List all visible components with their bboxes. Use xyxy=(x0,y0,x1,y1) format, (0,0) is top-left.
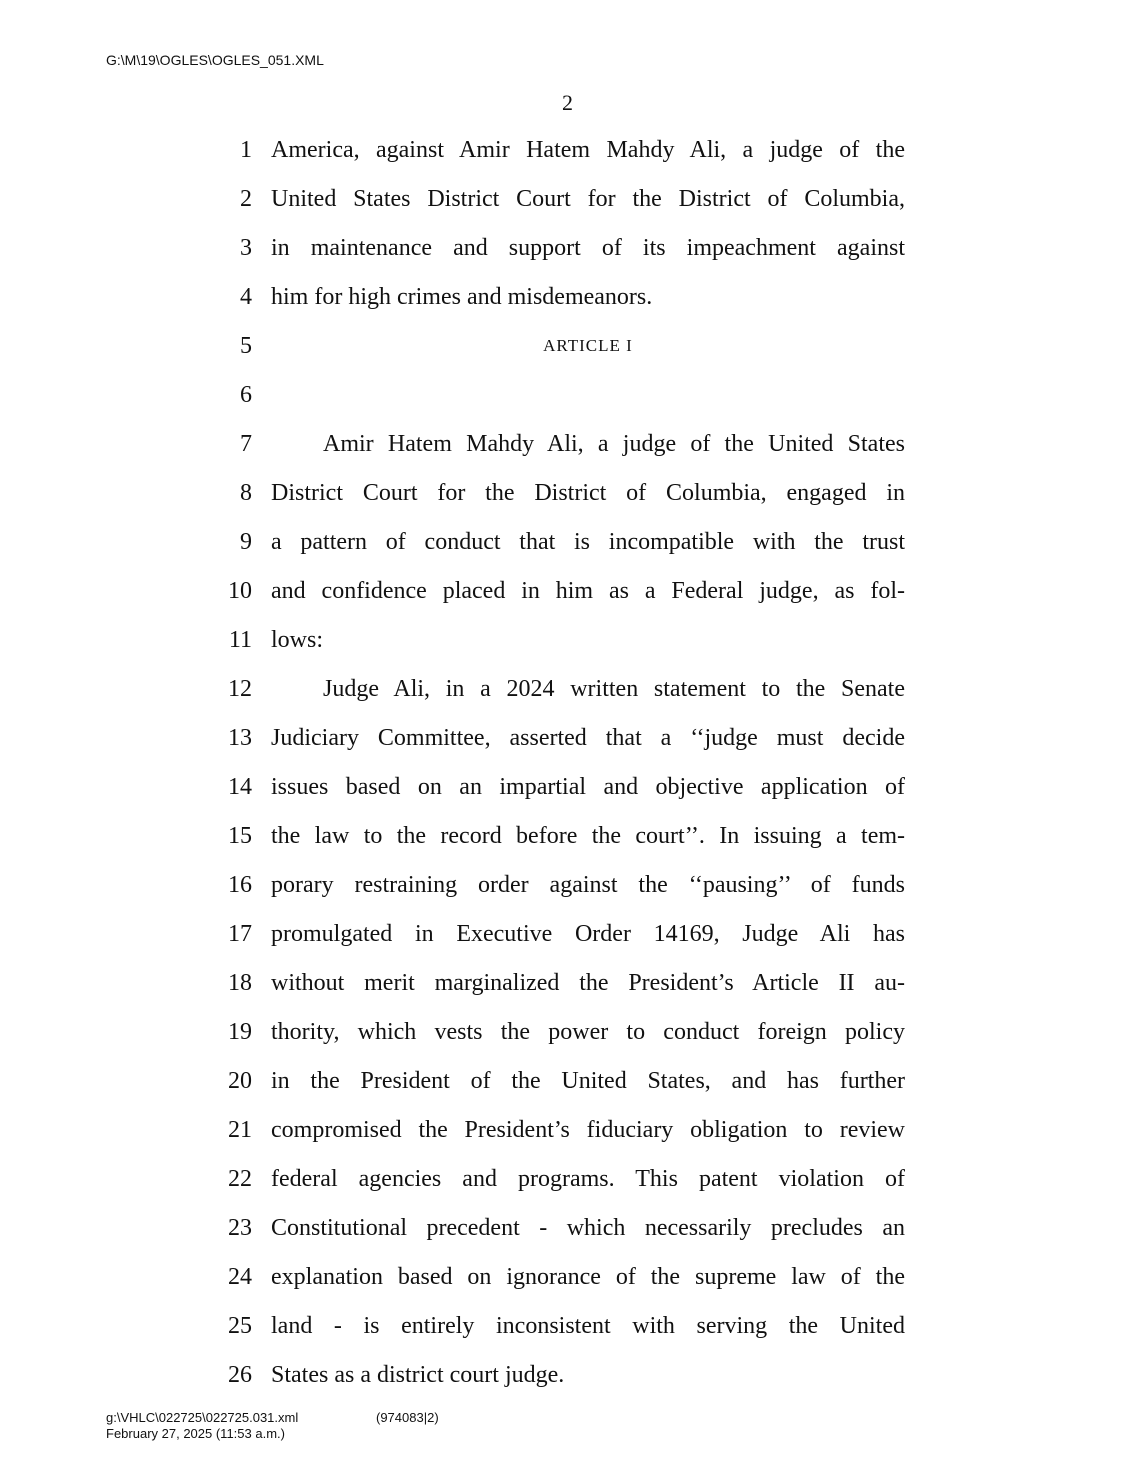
line-text: District Court for the District of Columbia, engaged in xyxy=(271,480,905,506)
line-text: promulgated in Executive Order 14169, Judge Ali has xyxy=(271,921,905,947)
line-text: States as a district court judge. xyxy=(271,1362,565,1388)
text-line xyxy=(0,965,1131,1005)
line-text: Constitutional precedent - which necessarily precludes an xyxy=(271,1215,905,1241)
text-line xyxy=(0,573,1131,613)
page-number: 2 xyxy=(562,90,573,115)
line-number: 22 xyxy=(228,1166,252,1192)
line-text: him for high crimes and misdemeanors. xyxy=(271,284,653,310)
text-line xyxy=(0,818,1131,858)
line-number: 20 xyxy=(228,1068,252,1094)
line-text: compromised the President’s fiduciary obligation to review xyxy=(271,1117,905,1143)
line-text: a pattern of conduct that is incompatible with the trust xyxy=(271,529,905,555)
text-line xyxy=(0,181,1131,221)
line-text: America, against Amir Hatem Mahdy Ali, a judge of the xyxy=(271,137,905,163)
text-line xyxy=(0,1357,1131,1397)
text-line xyxy=(0,279,1131,319)
line-number: 13 xyxy=(228,725,252,751)
article-heading: ARTICLE I xyxy=(543,336,633,355)
text-line xyxy=(0,1112,1131,1152)
line-number: 25 xyxy=(228,1313,252,1339)
line-number: 15 xyxy=(228,823,252,849)
footer-document-id: (974083|2) xyxy=(376,1410,439,1425)
line-number: 16 xyxy=(228,872,252,898)
line-text: without merit marginalized the President’s Article II au- xyxy=(271,970,905,996)
line-number: 23 xyxy=(228,1215,252,1241)
line-number: 3 xyxy=(240,235,252,261)
text-line xyxy=(0,230,1131,270)
line-number: 6 xyxy=(240,382,252,408)
line-text: in maintenance and support of its impeachment against xyxy=(271,235,905,261)
line-text: Amir Hatem Mahdy Ali, a judge of the United States xyxy=(323,431,905,457)
text-line xyxy=(0,622,1131,662)
text-line xyxy=(0,720,1131,760)
text-line xyxy=(0,524,1131,564)
line-number: 12 xyxy=(228,676,252,702)
line-number: 19 xyxy=(228,1019,252,1045)
text-line xyxy=(0,867,1131,907)
line-number: 21 xyxy=(228,1117,252,1143)
document-footer xyxy=(106,1410,439,1442)
text-line xyxy=(0,1063,1131,1103)
line-number: 26 xyxy=(228,1362,252,1388)
line-text: explanation based on ignorance of the supreme law of the xyxy=(271,1264,905,1290)
text-line xyxy=(0,1308,1131,1348)
line-number: 1 xyxy=(240,137,252,163)
line-number: 7 xyxy=(240,431,252,457)
line-number: 10 xyxy=(228,578,252,604)
line-text: thority, which vests the power to conduct foreign policy xyxy=(271,1019,905,1045)
text-line xyxy=(0,132,1131,172)
footer-file-path: g:\VHLC\022725\022725.031.xml xyxy=(106,1410,299,1425)
line-text: land - is entirely inconsistent with serving the United xyxy=(271,1313,905,1339)
line-number: 8 xyxy=(240,480,252,506)
text-line xyxy=(0,769,1131,809)
line-text: and confidence placed in him as a Federal judge, as fol- xyxy=(271,578,905,604)
text-line xyxy=(0,1210,1131,1250)
line-number: 4 xyxy=(240,284,252,310)
text-line xyxy=(0,671,1131,711)
line-text: lows: xyxy=(271,627,324,653)
line-number: 11 xyxy=(228,627,252,653)
document-path-header: G:\M\19\OGLES\OGLES_051.XML xyxy=(106,52,324,68)
line-text: Judge Ali, in a 2024 written statement to the Senate xyxy=(323,676,905,702)
line-number: 14 xyxy=(228,774,252,800)
footer-date: February 27, 2025 (11:53 a.m.) xyxy=(106,1426,285,1441)
text-line xyxy=(0,1259,1131,1299)
footer-row xyxy=(106,1410,439,1426)
text-line xyxy=(0,328,1131,368)
line-number: 24 xyxy=(228,1264,252,1290)
text-line xyxy=(0,426,1131,466)
text-line xyxy=(0,1014,1131,1054)
line-number: 9 xyxy=(240,529,252,555)
line-text: federal agencies and programs. This patent violation of xyxy=(271,1166,905,1192)
line-number: 17 xyxy=(228,921,252,947)
line-text: porary restraining order against the ‘‘pausing’’ of funds xyxy=(271,872,905,898)
line-text: the law to the record before the court’’. In issuing a tem- xyxy=(271,823,905,849)
line-text: in the President of the United States, and has further xyxy=(271,1068,905,1094)
line-text: Judiciary Committee, asserted that a ‘‘judge must decide xyxy=(271,725,905,751)
line-number: 2 xyxy=(240,186,252,212)
text-line xyxy=(0,475,1131,515)
line-number: 5 xyxy=(240,333,252,359)
line-number: 18 xyxy=(228,970,252,996)
text-line xyxy=(0,916,1131,956)
text-line xyxy=(0,377,1131,417)
line-text: United States District Court for the District of Columbia, xyxy=(271,186,905,212)
line-text: issues based on an impartial and objective application of xyxy=(271,774,905,800)
text-line xyxy=(0,1161,1131,1201)
